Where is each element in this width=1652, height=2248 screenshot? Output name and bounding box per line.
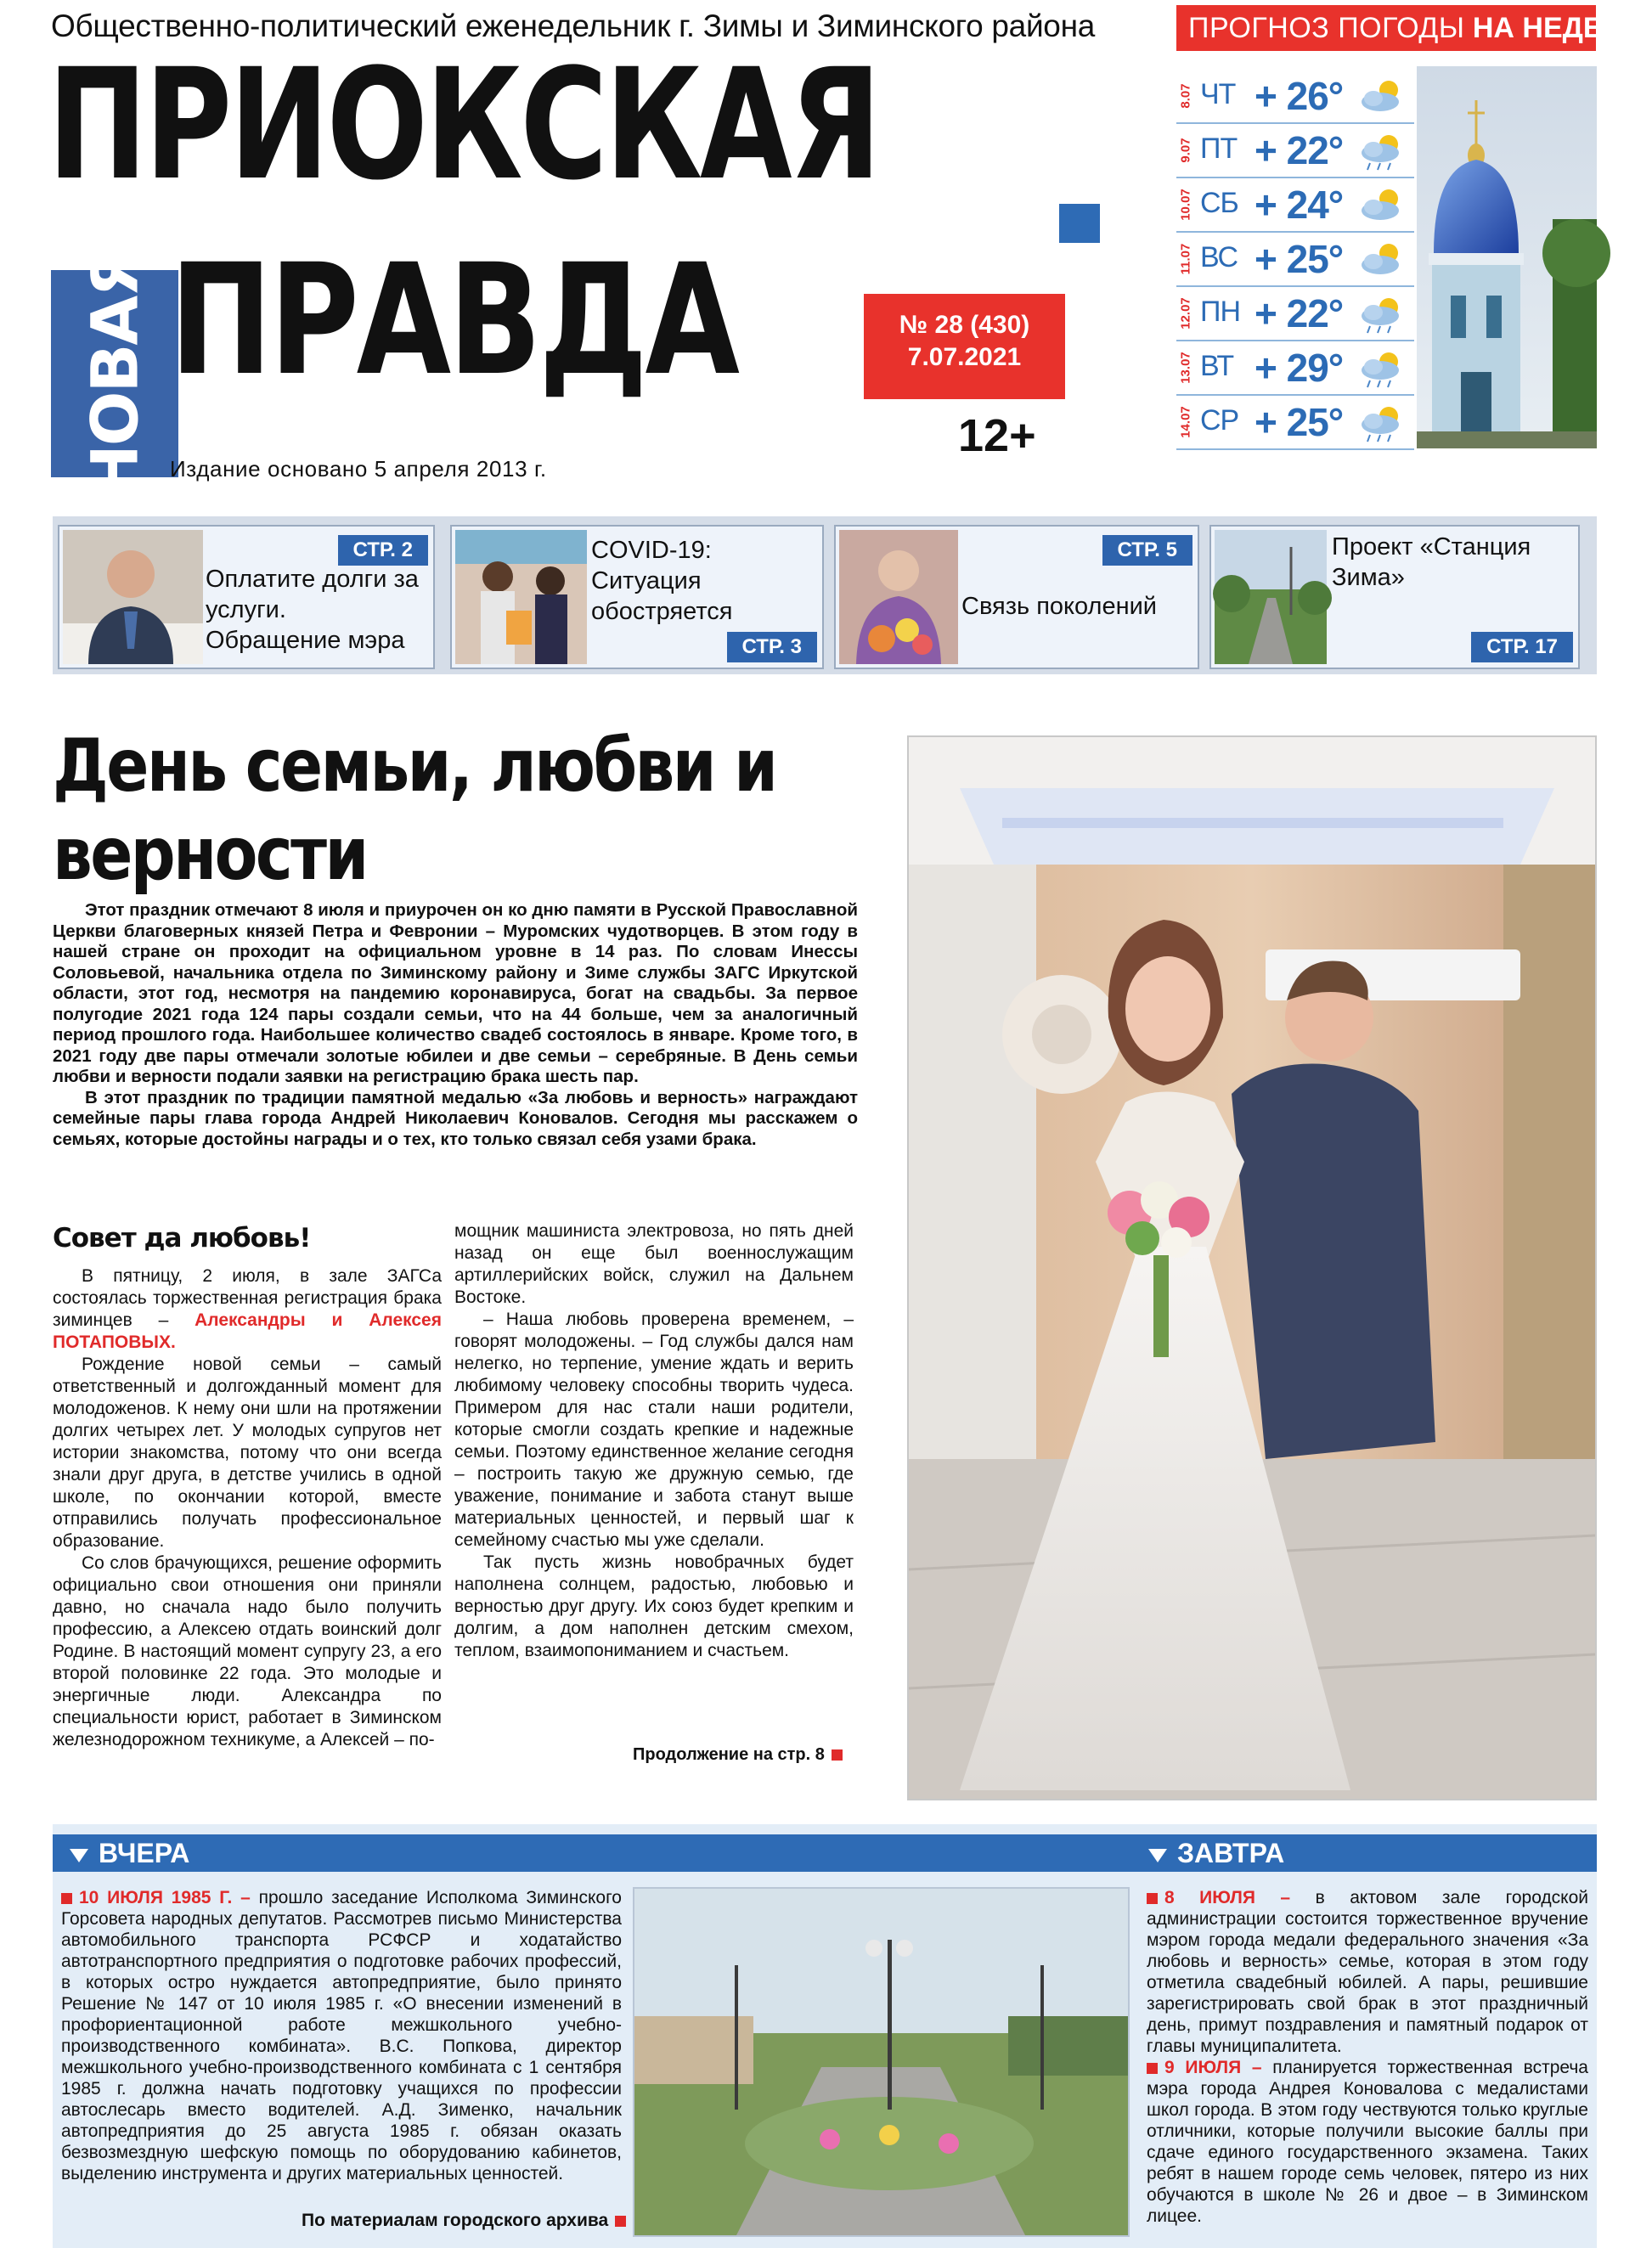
lead-paragraph-2: В этот праздник по традиции памятной медалью «За любовь и верность» награждают семейные пары глава города Андрей Николаевич Коновалов. Сегодня мы расскажем о семьях, которые достойны награды и о тех, кто только связал себя узами брака. (53, 1087, 858, 1149)
weather-temp: + 24° (1255, 183, 1344, 227)
novaya-badge (51, 249, 178, 499)
tomorrow-item-2 (1147, 2057, 1588, 2227)
teaser-1-text: Оплатите долги за услуги. Обращение мэра (206, 566, 419, 654)
weather-date: 9.07 (1178, 138, 1193, 163)
weather-row (1176, 124, 1414, 178)
archive-source (302, 2211, 626, 2231)
sun-cloud-rain-icon (1355, 403, 1409, 443)
article-lead (53, 900, 858, 1150)
yesterday-text-block (61, 1887, 622, 2184)
col1-paragraph-3: Со слов брачующихся, решение оформить официально свои отношения они приняли давно, но сначала надо было получить профессию, а Алексею отдать воинский долг Родине. В настоящий момент супругу 23, а его второй половинке 22 года. Это молодые и энергичные люди. Александра по специальности юрист, работает в Зиминском железнодорожном техникуме, а Алексей – по- (53, 1553, 442, 1749)
teaser-4-text: Проект «Станция Зима» (1332, 533, 1531, 591)
continued-text: Продолжение на стр. 8 (633, 1745, 825, 1764)
yesterday-paragraph (61, 1887, 622, 2184)
sun-cloud-icon (1355, 239, 1409, 280)
church-photo (1417, 66, 1597, 448)
col2-paragraph-3: Так пусть жизнь новобрачных будет наполнена солнцем, радостью, любовью и верностью друг другу. Их союз будет крепким и долгим, а дом наполнен детским смехом, теплом, взаимопониманием и счастьем. (454, 1552, 854, 1660)
continued-link[interactable] (633, 1745, 843, 1765)
teaser-2-text: COVID-19: Ситуация обостряется (591, 537, 733, 625)
lead-paragraph-1: Этот праздник отмечают 8 июля и приурочен он ко дню памяти в Русской Православной Церкви благоверных князей Петра и Февронии – Муромских чудотворцев. В этом году в нашей стране он проходит на официальном уровне в 14 раз. По словам Инессы Соловьевой, начальника отдела по Зиминскому району и Зиме службы ЗАГС Иркутской области, этот год, несмотря на пандемию коронавируса, богат на свадьбы. За первое полугодие 2021 года 124 пары создали семьи, что на 44 больше, чем за аналогичный период прошлого года. Наибольшее количество свадеб состоялось в январе. Кроме того, в 2021 году две пары отмечали золотые юбилеи и две семьи – серебряные. В День семьи любви и верности подали заявки на регистрацию брака шесть пар. (53, 900, 858, 1086)
teaser-4-photo (1215, 530, 1327, 664)
weather-header-thin: ПРОГНОЗ ПОГОДЫ (1188, 12, 1465, 44)
col1-paragraph-2: Рождение новой семьи – самый ответственный и долгожданный момент для молодоженов. К нему они шли на протяжении долгих четырех лет. У молодых супругов нет истории знакомства, потому что они всегда знали друг друга, в детстве учились в одной школе, по окончании которой, вместе отправились получать профессиональное образование. (53, 1355, 442, 1551)
weather-temp: + 25° (1255, 237, 1344, 281)
weather-row (1176, 396, 1414, 450)
teaser-card-3[interactable] (834, 525, 1199, 669)
end-square-icon (832, 1749, 843, 1761)
weather-day: ВС (1200, 241, 1238, 273)
bullet-square-icon (1147, 2063, 1158, 2074)
issue-badge (864, 294, 1065, 399)
weather-date: 11.07 (1178, 243, 1193, 275)
article-subhead: Совет да любовь! (53, 1223, 311, 1254)
yesterday-label: ВЧЕРА (99, 1838, 190, 1868)
tomorrow-item-1-text: в актовом зале городской администрации состоится торжественное вручение мэром города медали федерального значения «За любовь и верность» семье, которая в этом году отметила свадебный юбилей. А пары, решившие зарегистрировать свой брак в этот праздничный день, примут поздравления и памятный подарок от главы муниципалитета. (1147, 1888, 1588, 2056)
bullet-square-icon (1147, 1893, 1158, 1904)
weather-row (1176, 341, 1414, 396)
yesterday-text: прошло заседание Исполкома Зиминского Горсовета народных депутатов. Рассмотрев письмо Министерства автомобильного транспорта РСФСР и ходатайство автотранспортного предприятия о подготовке рабочих профессий, в которых остро нуждается автопредприятие, было принято Решение № 147 от 10 июля 1985 г. «О внесении изменений в профориентационной работе межшкольного учебно-производственного комбината». В.С. Попкова, директор межшкольного учебно-производственного комбината с 1 сентября 1985 г. должна начать подготовку учащихся по профессии автослесарь вместо водителей. А.Д. Зименко, начальник автопредприятия до 25 августа 1985 г. обязан оказать безвозмездную шефскую помощь по оборудованию кабинетов, выделению инструмента и других материальных ценностей. (61, 1888, 622, 2183)
col2-paragraph-1: мощник машиниста электровоза, но пять дней назад он еще был военнослужащим артиллерийских войск, служил на Дальнем Востоке. (454, 1221, 854, 1307)
weather-day: ПТ (1200, 132, 1238, 165)
teaser-3-photo (839, 530, 958, 664)
col1-intro: В пятницу, 2 июля, в зале ЗАГСа состоялась торжественная регистрация брака зиминцев – (53, 1266, 442, 1330)
sun-cloud-rain-icon (1355, 348, 1409, 389)
novaya-text: НОВАЯ (76, 249, 153, 499)
sun-cloud-icon (1355, 185, 1409, 226)
park-photo (633, 1887, 1130, 2237)
weather-list (1176, 70, 1414, 450)
triangle-down-icon (1148, 1849, 1167, 1862)
weather-row (1176, 287, 1414, 341)
yesterday-bar (53, 1834, 1131, 1872)
weather-temp: + 25° (1255, 400, 1344, 444)
sun-cloud-icon (1355, 76, 1409, 117)
col1-paragraph-1 (53, 1265, 442, 1354)
weather-day: ЧТ (1200, 78, 1236, 110)
teaser-2-photo (455, 530, 587, 664)
tomorrow-label: ЗАВТРА (1177, 1838, 1285, 1868)
end-square-icon (615, 2216, 626, 2227)
tomorrow-bar (1131, 1834, 1597, 1872)
tomorrow-item-2-text: планируется торжественная встреча мэра города Андрея Коновалова с медалистами школ города. В этом году чествуются только круглые отличники, которые получили высокие баллы при сдаче единого государственного экзамена. Таких ребят в нашем городе семь человек, пятеро из них обучаются в школе № 26 и двое – в Зиминском лицее. (1147, 2058, 1588, 2226)
article-column-1 (53, 1265, 442, 1751)
weather-date: 8.07 (1178, 83, 1193, 109)
col2-paragraph-2: – Наша любовь проверена временем, – говорят молодожены. – Год службы дался нам нелегко, но терпение, умение ждать и верить любимому человеку способны творить чудеса. Примером для нас стали наши родители, которые смогли создать крепкие и надежные семьи. Поэтому единственное желание сегодня – построить такую же дружную семью, где уважение, понимание и забота станут выше материальных ценностей, и первый шаг к семейному счастью мы уже сделали. (454, 1310, 854, 1550)
tomorrow-text-block (1147, 1887, 1588, 2227)
weather-temp: + 22° (1255, 128, 1344, 172)
issue-date: 7.07.2021 (907, 343, 1022, 371)
weather-day: СР (1200, 404, 1239, 437)
teaser-3-page: СТР. 5 (1102, 535, 1193, 566)
founded-line: Издание основано 5 апреля 2013 г. (170, 456, 547, 482)
age-rating: 12+ (958, 410, 1036, 461)
weather-temp: + 29° (1255, 346, 1344, 390)
sun-cloud-rain-icon (1355, 294, 1409, 335)
weather-day: ПН (1200, 296, 1240, 328)
yesterday-date: 10 ИЮЛЯ 1985 Г. – (79, 1888, 251, 1907)
issue-number: № 28 (430) (899, 311, 1030, 339)
weather-header (1176, 5, 1652, 51)
newspaper-title-line1: ПРИОКСКАЯ (48, 37, 879, 214)
weather-date: 12.07 (1178, 297, 1193, 330)
weather-row (1176, 70, 1414, 124)
newspaper-title-line2: ПРАВДА (170, 232, 737, 409)
teaser-3-text: Связь поколений (961, 593, 1157, 620)
tomorrow-item-2-date: 9 ИЮЛЯ – (1164, 2058, 1262, 2077)
weather-row (1176, 178, 1414, 233)
weather-day: СБ (1200, 187, 1238, 219)
weather-row (1176, 233, 1414, 287)
teaser-4-page: СТР. 17 (1471, 632, 1573, 662)
weather-date: 10.07 (1178, 189, 1193, 221)
teaser-2-page: СТР. 3 (727, 632, 818, 662)
article-headline: День семьи, любви и верности (53, 724, 776, 897)
weather-header-bold: НА НЕДЕЛЮ (1472, 12, 1652, 44)
wedding-photo (907, 735, 1597, 1800)
tomorrow-item-1-date: 8 ИЮЛЯ – (1164, 1888, 1291, 1907)
title-accent-square (1059, 204, 1100, 243)
tomorrow-item-1 (1147, 1887, 1588, 2057)
bullet-square-icon (61, 1893, 72, 1904)
weather-temp: + 26° (1255, 74, 1344, 118)
weather-day: ВТ (1200, 350, 1234, 382)
sun-cloud-rain-icon (1355, 131, 1409, 172)
weather-date: 14.07 (1178, 406, 1193, 438)
article-column-2 (454, 1220, 854, 1662)
teaser-card-1[interactable] (58, 525, 435, 669)
triangle-down-icon (70, 1849, 88, 1862)
weather-temp: + 22° (1255, 291, 1344, 335)
teaser-1-page: СТР. 2 (338, 535, 429, 566)
newspaper-tagline: Общественно-политический еженедельник г. Зимы и Зиминского района (51, 8, 1095, 43)
couple-names: Александры и Алексея ПОТАПОВЫХ. (53, 1310, 442, 1352)
teaser-1-photo (63, 530, 203, 664)
teaser-card-4[interactable] (1209, 525, 1580, 669)
archive-source-text: По материалам городского архива (302, 2211, 609, 2230)
teaser-card-2[interactable] (450, 525, 824, 669)
weather-date: 13.07 (1178, 352, 1193, 384)
